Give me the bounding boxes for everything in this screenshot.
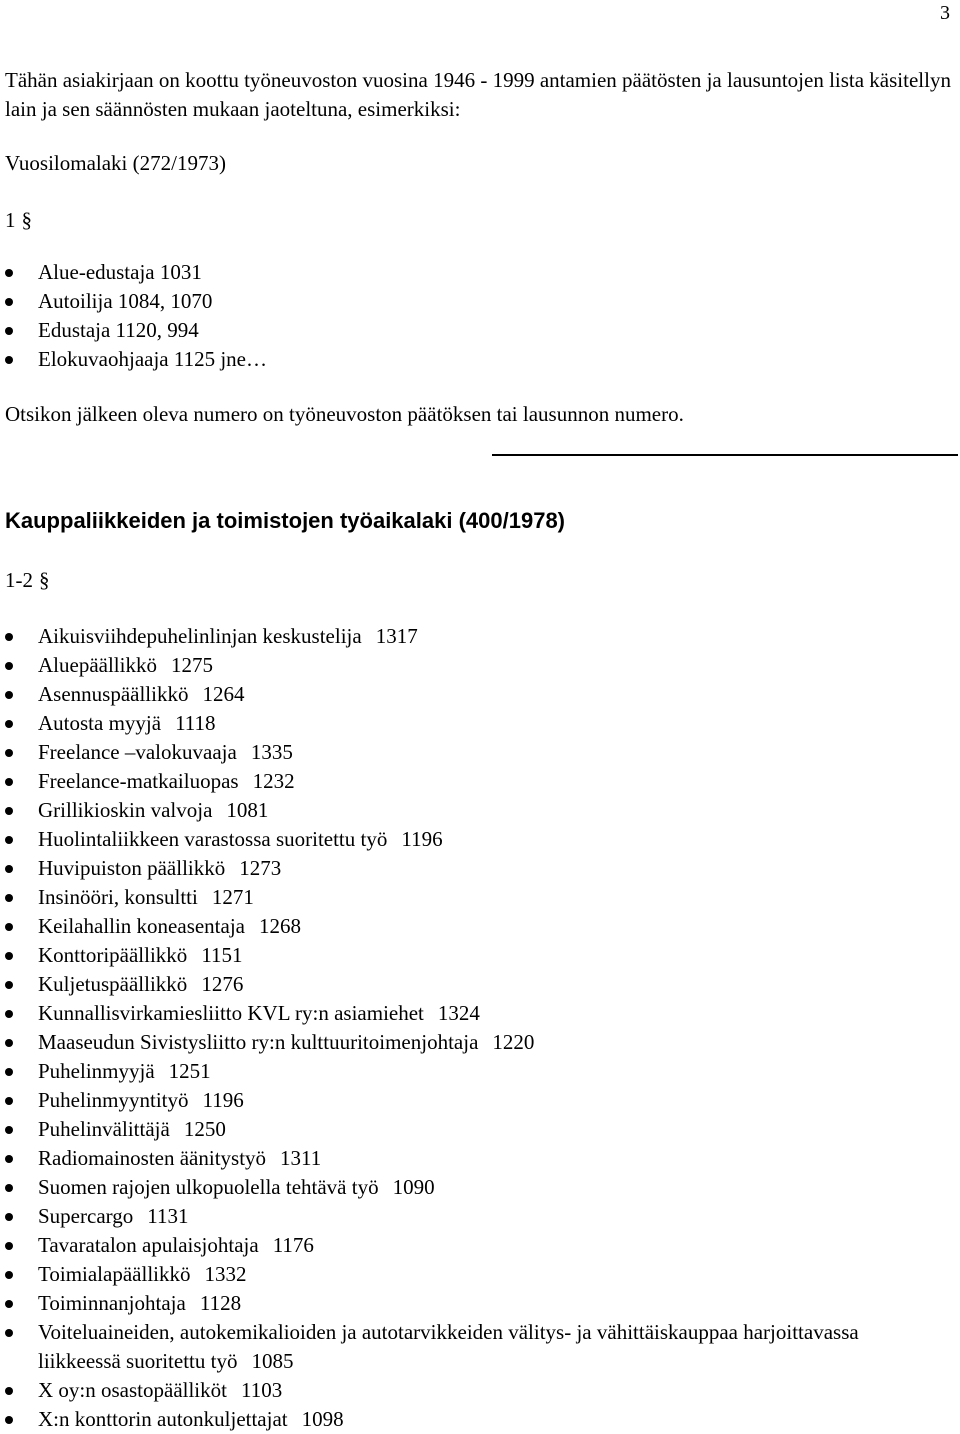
list-item <box>0 1086 940 1115</box>
bullet-icon <box>5 633 13 641</box>
item-title: Tavaratalon apulaisjohtaja <box>38 1233 259 1257</box>
decision-number: 1332 <box>204 1262 247 1286</box>
list-item <box>0 767 940 796</box>
list-item <box>0 738 940 767</box>
page-number: 3 <box>940 2 950 24</box>
bullet-icon <box>5 894 13 902</box>
decision-number: 1103 <box>240 1378 283 1402</box>
item-title: Asennuspäällikkö <box>38 682 189 706</box>
decision-number: 1273 <box>239 856 282 880</box>
bullet-icon <box>5 1039 13 1047</box>
list-item <box>0 709 940 738</box>
list-item <box>0 622 940 651</box>
bullet-icon <box>5 865 13 873</box>
item-title: Autosta myyjä <box>38 711 162 735</box>
section-symbol: § <box>21 208 32 232</box>
list-item <box>0 1318 940 1376</box>
list-item-text: Edustaja 1120, 994 <box>38 318 199 342</box>
bullet-icon <box>5 662 13 670</box>
bullet-icon <box>5 1387 13 1395</box>
bullet-icon <box>5 836 13 844</box>
decision-number: 1081 <box>226 798 269 822</box>
item-title: Aikuisviihdepuhelinlinjan keskustelija <box>38 624 362 648</box>
list-item <box>0 287 267 316</box>
item-title: Puhelinmyyntityö <box>38 1088 189 1112</box>
item-title: Konttoripäällikkö <box>38 943 188 967</box>
bullet-icon <box>5 298 13 306</box>
bullet-icon <box>5 952 13 960</box>
list-item <box>0 1173 940 1202</box>
decision-number: 1232 <box>252 769 295 793</box>
list-item-text: Autoilija 1084, 1070 <box>38 289 213 313</box>
list-item <box>0 825 940 854</box>
decision-number: 1251 <box>168 1059 211 1083</box>
law-title: Kauppaliikkeiden ja toimistojen työaikalaki (400/1978) <box>5 508 566 533</box>
list-item <box>0 1231 940 1260</box>
decision-number: 1317 <box>375 624 418 648</box>
decision-number: 1128 <box>199 1291 242 1315</box>
decision-list <box>0 622 940 1434</box>
bullet-icon <box>5 327 13 335</box>
decision-number: 1196 <box>202 1088 244 1112</box>
list-item <box>0 883 940 912</box>
bullet-icon <box>5 1213 13 1221</box>
bullet-icon <box>5 1068 13 1076</box>
bullet-icon <box>5 981 13 989</box>
bullet-icon <box>5 691 13 699</box>
list-item-text: Alue-edustaja 1031 <box>38 260 202 284</box>
bullet-icon <box>5 1097 13 1105</box>
decision-number: 1090 <box>392 1175 435 1199</box>
list-item <box>0 1057 940 1086</box>
bullet-icon <box>5 269 13 277</box>
bullet-icon <box>5 1300 13 1308</box>
item-title: Puhelinmyyjä <box>38 1059 155 1083</box>
item-title: Keilahallin koneasentaja <box>38 914 245 938</box>
item-title: Toimialapäällikkö <box>38 1262 191 1286</box>
bullet-icon <box>5 1271 13 1279</box>
list-item <box>0 999 940 1028</box>
item-title: Kuljetuspäällikkö <box>38 972 188 996</box>
bullet-icon <box>5 1329 13 1337</box>
example-section-number: 1 <box>5 208 16 232</box>
list-item <box>0 1115 940 1144</box>
list-item <box>0 1202 940 1231</box>
bullet-icon <box>5 1184 13 1192</box>
decision-number: 1176 <box>272 1233 314 1257</box>
item-title: Freelance-matkailuopas <box>38 769 239 793</box>
example-section-heading <box>5 206 32 235</box>
bullet-icon <box>5 1242 13 1250</box>
list-item <box>0 796 940 825</box>
item-title: Toiminnanjohtaja <box>38 1291 186 1315</box>
list-item <box>0 651 940 680</box>
decision-number: 1250 <box>183 1117 226 1141</box>
decision-number: 1276 <box>201 972 244 996</box>
decision-number: 1118 <box>175 711 216 735</box>
bullet-icon <box>5 749 13 757</box>
list-item <box>0 970 940 999</box>
bullet-icon <box>5 1155 13 1163</box>
decision-number: 1098 <box>301 1407 344 1431</box>
decision-number: 1271 <box>211 885 254 909</box>
list-item <box>0 680 940 709</box>
item-title: Huolintaliikkeen varastossa suoritettu työ <box>38 827 388 851</box>
list-item <box>0 854 940 883</box>
list-item <box>0 912 940 941</box>
decision-number: 1131 <box>147 1204 189 1228</box>
decision-number: 1335 <box>250 740 293 764</box>
bullet-icon <box>5 720 13 728</box>
bullet-icon <box>5 807 13 815</box>
decision-number: 1196 <box>401 827 443 851</box>
item-title: Grillikioskin valvoja <box>38 798 213 822</box>
bullet-icon <box>5 356 13 364</box>
decision-number: 1220 <box>492 1030 535 1054</box>
item-title: Radiomainosten äänitystyö <box>38 1146 267 1170</box>
item-title: Voiteluaineiden, autokemikalioiden ja autotarvikkeiden välitys- ja vähittäiskauppaa harjoittavassa liikkeessä suoritettu työ <box>38 1320 859 1373</box>
section-symbol: § <box>39 568 50 592</box>
list-item <box>0 258 267 287</box>
list-item <box>0 1405 940 1434</box>
list-item <box>0 316 267 345</box>
decision-number: 1275 <box>170 653 213 677</box>
decision-number: 1268 <box>259 914 301 938</box>
item-title: Huvipuiston päällikkö <box>38 856 226 880</box>
example-law-title: Vuosilomalaki (272/1973) <box>5 151 226 175</box>
bullet-icon <box>5 1416 13 1424</box>
list-item <box>0 345 267 374</box>
decision-number: 1151 <box>201 943 243 967</box>
explanation-note: Otsikon jälkeen oleva numero on työneuvoston päätöksen tai lausunnon numero. <box>5 402 684 426</box>
bullet-icon <box>5 778 13 786</box>
item-title: Maaseudun Sivistysliitto ry:n kulttuuritoimenjohtaja <box>38 1030 479 1054</box>
decision-number: 1324 <box>437 1001 480 1025</box>
item-title: Insinööri, konsultti <box>38 885 198 909</box>
decision-number: 1085 <box>251 1349 294 1373</box>
list-item <box>0 1376 940 1405</box>
item-title: Kunnallisvirkamiesliitto KVL ry:n asiamiehet <box>38 1001 424 1025</box>
decision-number: 1311 <box>280 1146 322 1170</box>
section-number: 1-2 <box>5 568 33 592</box>
bullet-icon <box>5 923 13 931</box>
list-item <box>0 1289 940 1318</box>
list-item <box>0 1260 940 1289</box>
item-title: Puhelinvälittäjä <box>38 1117 170 1141</box>
decision-number: 1264 <box>202 682 245 706</box>
horizontal-divider <box>492 454 958 456</box>
item-title: Freelance –valokuvaaja <box>38 740 237 764</box>
bullet-icon <box>5 1010 13 1018</box>
example-list <box>0 258 267 374</box>
section-heading <box>5 566 50 595</box>
intro-paragraph: Tähän asiakirjaan on koottu työneuvoston vuosina 1946 - 1999 antamien päätösten ja lausuntojen lista käsitellyn lain ja sen säännösten mukaan jaoteltuna, esimerkiksi: <box>5 68 951 121</box>
item-title: Suomen rajojen ulkopuolella tehtävä työ <box>38 1175 379 1199</box>
item-title: X oy:n osastopäälliköt <box>38 1378 227 1402</box>
item-title: X:n konttorin autonkuljettajat <box>38 1407 288 1431</box>
bullet-icon <box>5 1126 13 1134</box>
item-title: Aluepäällikkö <box>38 653 157 677</box>
list-item <box>0 1028 940 1057</box>
list-item <box>0 1144 940 1173</box>
item-title: Supercargo <box>38 1204 134 1228</box>
list-item <box>0 941 940 970</box>
list-item-text: Elokuvaohjaaja 1125 jne… <box>38 347 267 371</box>
